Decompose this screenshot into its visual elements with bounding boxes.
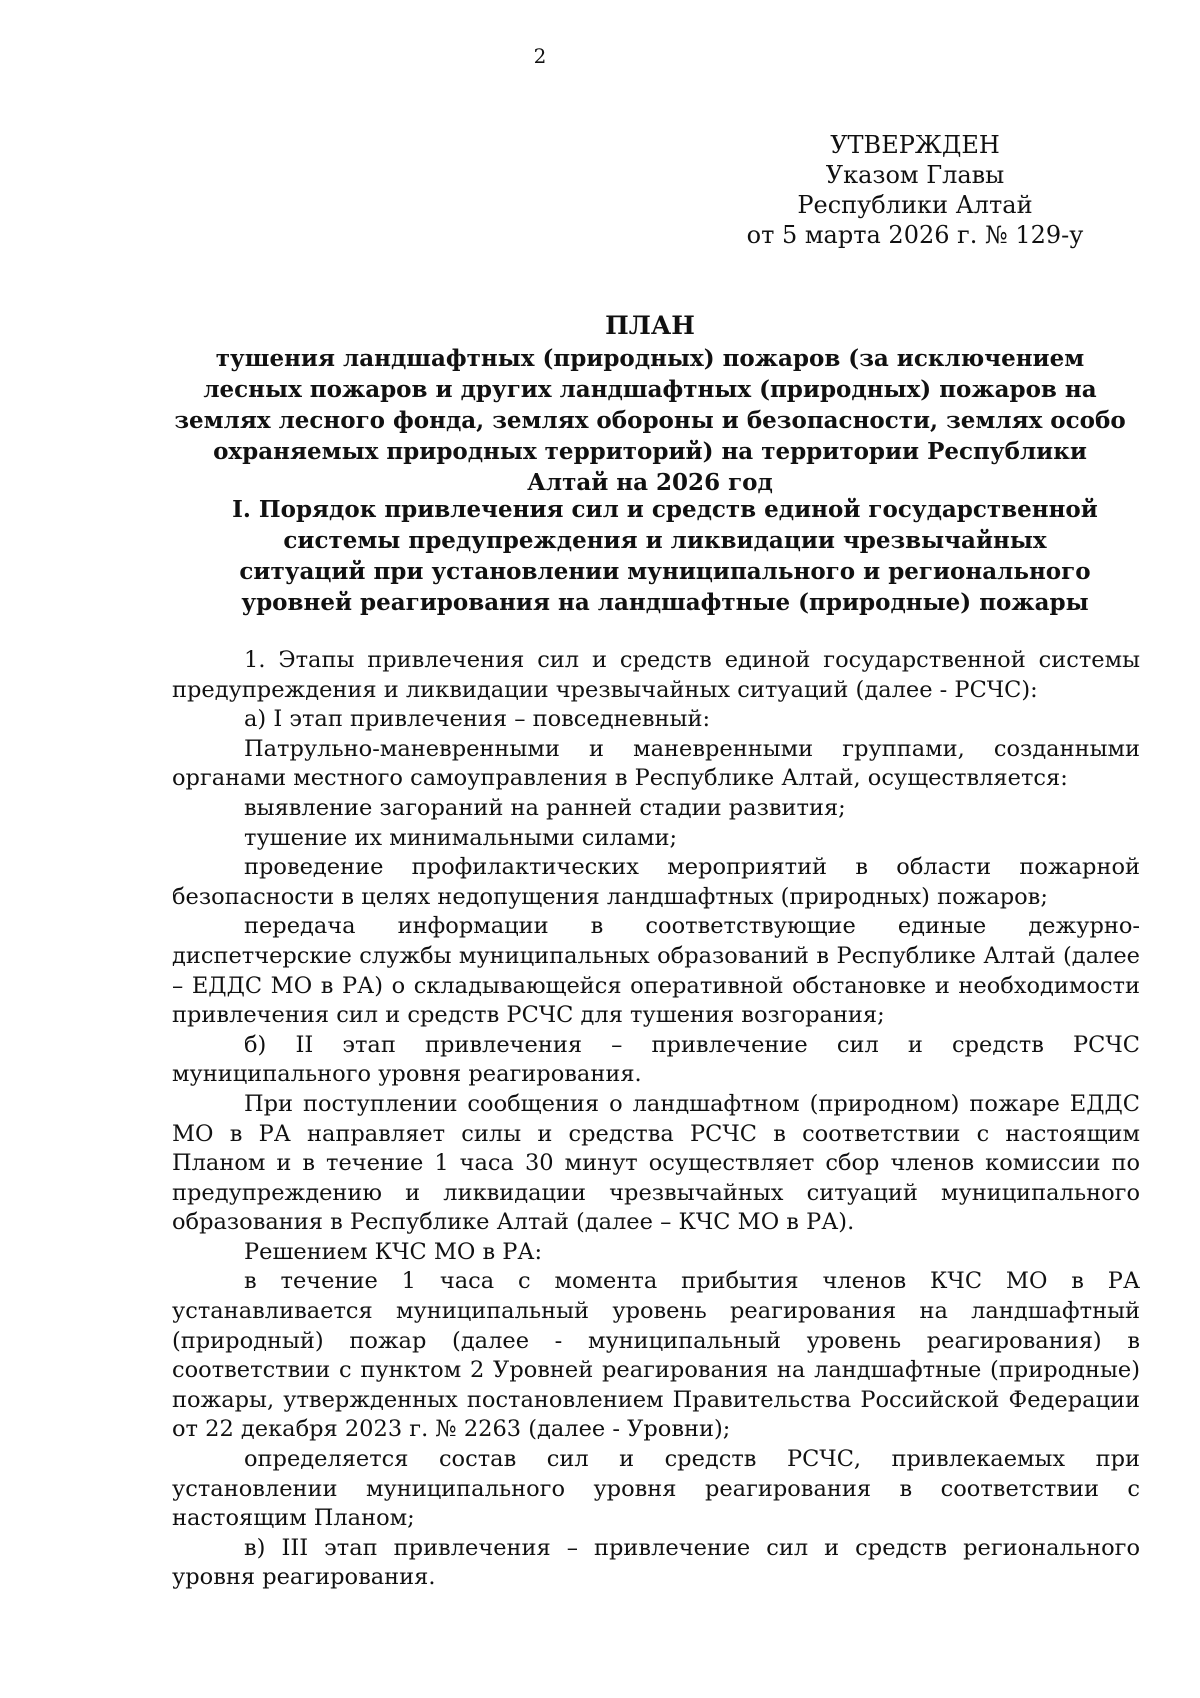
paragraph: Решением КЧС МО в РА: xyxy=(244,1238,543,1265)
document-subtitle: тушения ландшафтных (природных) пожаров (за исключением лесных пожаров и других ландшафтных (природных) пожаров на землях лесного фонда, землях обороны и безопасности, землях особо охраняемых природных территорий) на территории Республики Алтай на 2026 год xyxy=(174,345,1126,496)
paragraph: Патрульно-маневренными и маневренными группами, созданными органами местного самоуправления в Республике Алтай, осуществляется: xyxy=(172,735,1140,792)
paragraph: проведение профилактических мероприятий в области пожарной безопасности в целях недопущения ландшафтных (природных) пожаров; xyxy=(172,854,1140,910)
approval-authority: Указом Главы xyxy=(825,161,1005,189)
paragraph: выявление загораний на ранней стадии развития; xyxy=(244,794,846,821)
document-title: ПЛАН xyxy=(605,311,695,340)
page-number: 2 xyxy=(533,44,547,68)
paragraph: в течение 1 часа с момента прибытия членов КЧС МО в РА устанавливается муниципальный уровень реагирования на ландшафтный (природный) пожар (далее - муниципальный уровень реагирования) в соответствии с пунктом 2 Уровней реагирования на ландшафтные (природные) пожары, утвержденных постановлением Правительства Российской Федерации от 22 декабря 2023 г. № 2263 (далее - Уровни); xyxy=(172,1268,1140,1443)
approval-status: УТВЕРЖДЕН xyxy=(830,131,1000,159)
paragraph: а) I этап привлечения – повседневный: xyxy=(244,706,711,733)
paragraph: в) III этап привлечения – привлечение сил и средств регионального уровня реагирования. xyxy=(172,1534,1140,1591)
section-heading: I. Порядок привлечения сил и средств единой государственной системы предупреждения и ликвидации чрезвычайных ситуаций при установлении муниципального и регионального уровней реагирования на ландшафтные (природные) пожары xyxy=(232,496,1098,616)
body-text xyxy=(172,646,1140,1593)
approval-date-number: от 5 марта 2026 г. № 129-у xyxy=(746,221,1084,249)
approval-region: Республики Алтай xyxy=(797,191,1033,219)
paragraph: При поступлении сообщения о ландшафтном (природном) пожаре ЕДДС МО в РА направляет силы и средства РСЧС в соответствии с настоящим Планом и в течение 1 часа 30 минут осуществляет сбор членов комиссии по предупреждению и ликвидации чрезвычайных ситуаций муниципального образования в Республике Алтай (далее – КЧС МО в РА). xyxy=(172,1090,1140,1236)
paragraph: 1. Этапы привлечения сил и средств единой государственной системы предупреждения и ликвидации чрезвычайных ситуаций (далее - РСЧС): xyxy=(172,647,1140,703)
paragraph: б) II этап привлечения – привлечение сил и средств РСЧС муниципального уровня реагирования. xyxy=(172,1031,1140,1088)
document-title-block xyxy=(170,310,1130,498)
paragraph: передача информации в соответствующие единые дежурно-диспетчерские службы муниципальных образований в Республике Алтай (далее – ЕДДС МО в РА) о складывающейся оперативной обстановке и необходимости привлечения сил и средств РСЧС для тушения возгорания; xyxy=(172,913,1140,1029)
paragraph: определяется состав сил и средств РСЧС, привлекаемых при установлении муниципального уровня реагирования в соответствии с настоящим Планом; xyxy=(172,1446,1140,1532)
approval-stamp-block xyxy=(700,130,1130,250)
paragraph: тушение их минимальными силами; xyxy=(244,824,678,851)
